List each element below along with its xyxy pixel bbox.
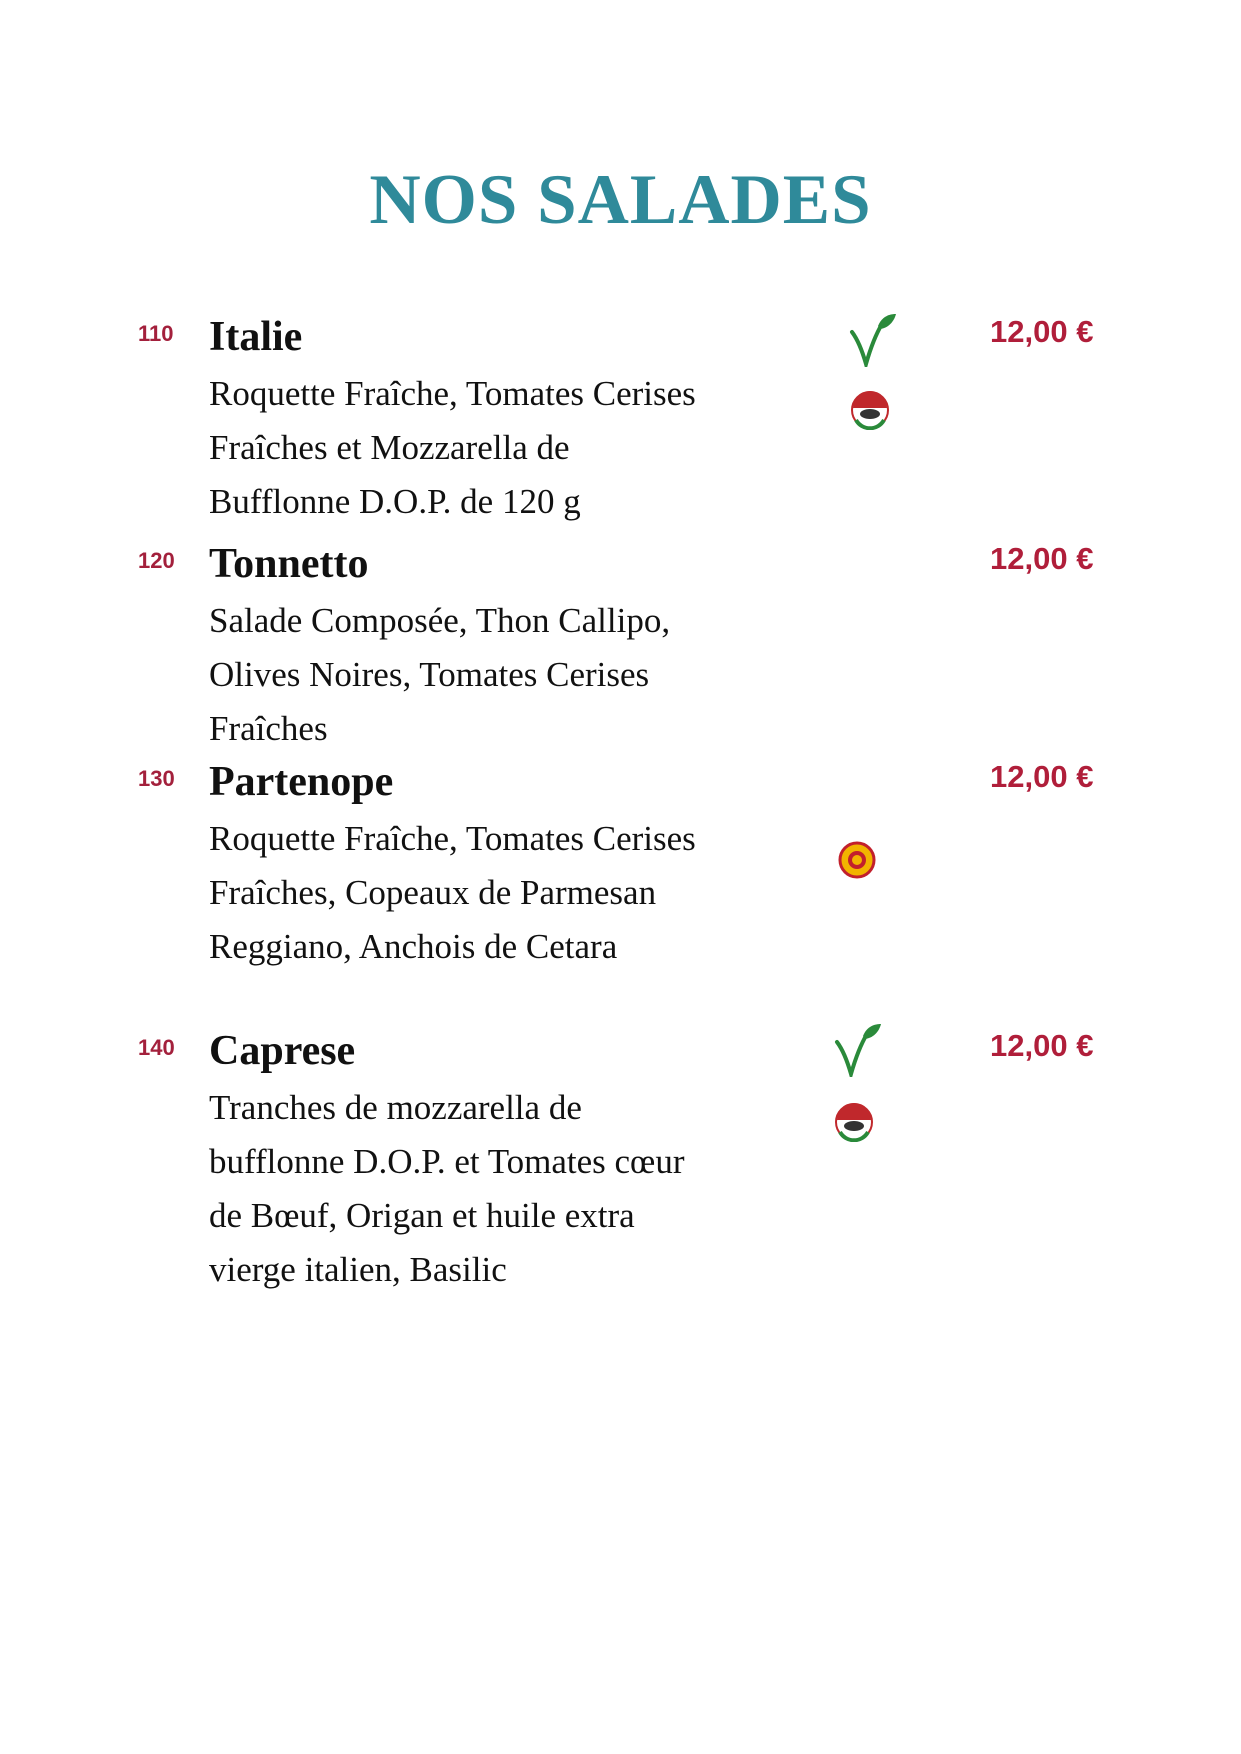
item-description	[209, 1081, 829, 1297]
item-price: 12,00 €	[990, 314, 1094, 349]
description-line: Tranches de mozzarella de	[209, 1088, 582, 1127]
item-description	[209, 367, 829, 529]
item-number: 110	[138, 321, 174, 346]
page-title: NOS SALADES	[369, 161, 872, 239]
item-description	[209, 594, 829, 756]
item-number: 130	[138, 766, 175, 791]
item-name: Partenope	[209, 759, 394, 805]
item-name: Tonnetto	[209, 541, 369, 587]
item-name: Caprese	[209, 1028, 356, 1074]
description-line: Olives Noires, Tomates Cerises	[209, 655, 650, 694]
item-price: 12,00 €	[990, 1028, 1094, 1063]
item-name: Italie	[209, 314, 303, 360]
vegetarian-leaf-icon	[848, 312, 898, 367]
item-number: 120	[138, 548, 175, 573]
description-line: Roquette Fraîche, Tomates Cerises	[209, 374, 696, 413]
mozzarella-dop-seal-icon	[850, 390, 890, 430]
description-line: Salade Composée, Thon Callipo,	[209, 601, 671, 640]
description-line: vierge italien, Basilic	[209, 1250, 507, 1289]
item-number: 140	[138, 1035, 175, 1060]
description-line: Fraîches	[209, 709, 328, 748]
description-line: Roquette Fraîche, Tomates Cerises	[209, 819, 696, 858]
description-line: Reggiano, Anchois de Cetara	[209, 927, 618, 966]
item-price: 12,00 €	[990, 541, 1094, 576]
description-line: bufflonne D.O.P. et Tomates cœur	[209, 1142, 685, 1181]
description-line: Fraîches et Mozzarella de	[209, 428, 570, 467]
description-line: Fraîches, Copeaux de Parmesan	[209, 873, 657, 912]
item-description	[209, 812, 829, 974]
description-line: de Bœuf, Origan et huile extra	[209, 1196, 635, 1235]
description-line: Bufflonne D.O.P. de 120 g	[209, 482, 581, 521]
mozzarella-dop-seal-icon	[834, 1102, 874, 1142]
vegetarian-leaf-icon	[833, 1022, 883, 1077]
dop-label-icon	[838, 841, 876, 879]
item-price: 12,00 €	[990, 759, 1094, 794]
